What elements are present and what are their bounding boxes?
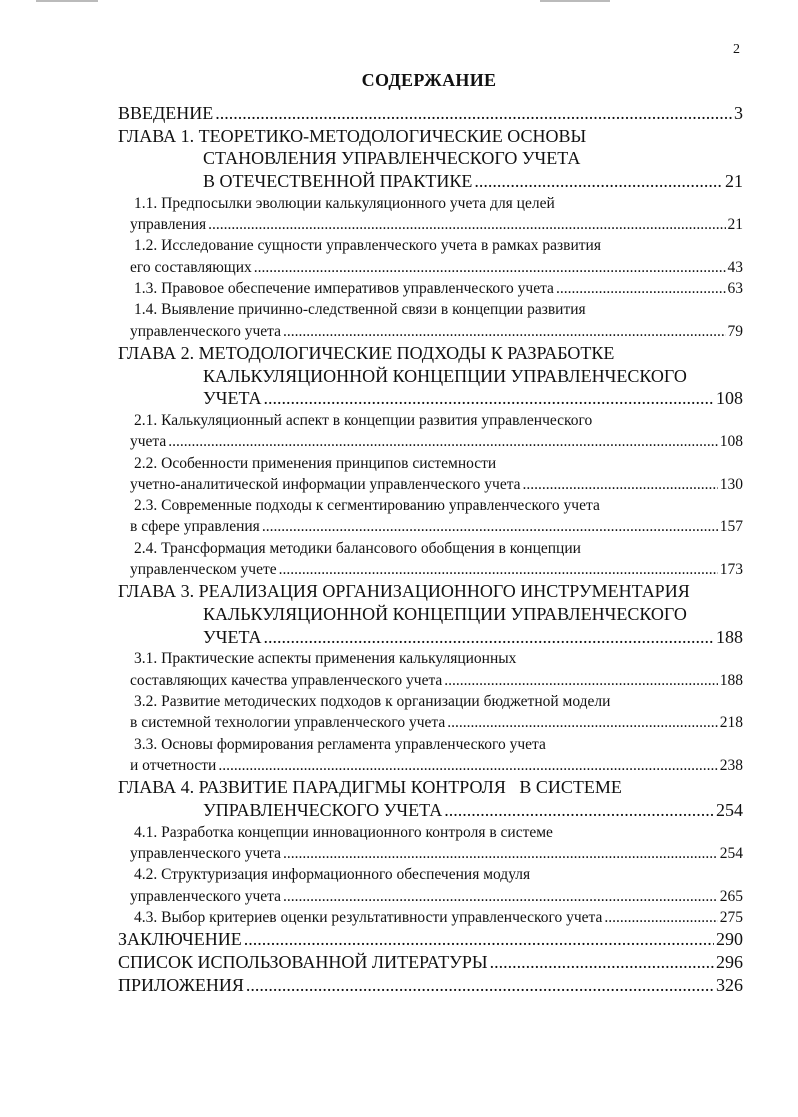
toc-entry-section-4-3[interactable]	[118, 907, 743, 928]
entry-page: 254	[716, 799, 743, 820]
dot-leader	[444, 670, 717, 691]
toc-entry-section-1-2[interactable]	[118, 235, 743, 278]
dot-leader	[604, 907, 717, 928]
entry-page: 254	[719, 844, 743, 862]
entry-text: 4.3. Выбор критериев оценки результативности управленческого учета	[134, 908, 603, 926]
table-of-contents	[118, 102, 743, 996]
entry-page: 218	[719, 714, 743, 732]
entry-page: 188	[716, 626, 743, 647]
dot-leader	[279, 559, 718, 580]
entry-text: В ОТЕЧЕСТВЕННОЙ ПРАКТИКЕ	[203, 171, 473, 192]
toc-entry-section-2-3[interactable]	[118, 495, 743, 538]
dot-leader	[218, 755, 717, 776]
entry-text: КАЛЬКУЛЯЦИОННОЙ КОНЦЕПЦИИ УПРАВЛЕНЧЕСКОГО	[203, 604, 687, 625]
toc-entry-section-3-1[interactable]	[118, 648, 743, 691]
entry-text: его составляющих	[130, 258, 252, 276]
dot-leader	[215, 102, 732, 125]
page-number: 2	[733, 42, 740, 57]
entry-text: управленческого учета	[130, 887, 281, 905]
entry-text: 1.4. Выявление причинно-следственной связи в концепции развития	[134, 301, 586, 319]
entry-page: 130	[719, 475, 743, 493]
entry-page: 43	[727, 258, 743, 276]
toc-entry-section-2-4[interactable]	[118, 538, 743, 581]
dot-leader	[283, 843, 718, 864]
entry-text: 4.2. Структуризация информационного обеспечения модуля	[134, 866, 531, 884]
entry-page: 21	[727, 216, 743, 234]
entry-text: 2.4. Трансформация методики балансового обобщения в концепции	[134, 539, 581, 557]
entry-text: ПРИЛОЖЕНИЯ	[118, 974, 244, 995]
dot-leader	[556, 278, 726, 299]
entry-page: 275	[719, 908, 743, 926]
dot-leader	[474, 170, 723, 193]
toc-entry-section-2-2[interactable]	[118, 453, 743, 496]
entry-text: СТАНОВЛЕНИЯ УПРАВЛЕНЧЕСКОГО УЧЕТА	[203, 148, 581, 169]
toc-title: СОДЕРЖАНИЕ	[361, 70, 497, 90]
entry-page: 173	[719, 561, 743, 579]
dot-leader	[246, 974, 714, 997]
dot-leader	[262, 516, 718, 537]
entry-text: 1.2. Исследование сущности управленческого учета в рамках развития	[134, 237, 601, 255]
toc-entry-chapter-4[interactable]	[118, 776, 743, 821]
entry-text: в системной технологии управленческого учета	[130, 714, 446, 732]
dot-leader	[283, 886, 718, 907]
toc-entry-section-4-2[interactable]	[118, 864, 743, 907]
entry-page: 265	[719, 887, 743, 905]
dot-leader	[447, 712, 717, 733]
entry-page: 79	[727, 322, 743, 340]
entry-page: 157	[719, 518, 743, 536]
entry-text: ЗАКЛЮЧЕНИЕ	[118, 929, 242, 950]
scan-mark-right	[540, 0, 610, 2]
toc-entry-section-1-3[interactable]	[118, 278, 743, 299]
entry-text: 2.1. Калькуляционный аспект в концепции развития управленческого	[134, 412, 593, 429]
entry-text: ВВЕДЕНИЕ	[118, 103, 214, 123]
entry-page: 326	[716, 974, 743, 995]
toc-entry-conclusion[interactable]	[118, 928, 743, 951]
dot-leader	[168, 431, 717, 452]
entry-page: 21	[725, 171, 743, 192]
entry-text: 3.2. Развитие методических подходов к организации бюджетной модели	[134, 693, 611, 711]
entry-text: учетно-аналитической информации управленческого учета	[130, 475, 521, 493]
dot-leader	[208, 214, 725, 235]
dot-leader	[523, 474, 718, 495]
entry-page: 290	[716, 929, 743, 950]
entry-text: и отчетности	[130, 756, 217, 774]
toc-entry-chapter-1[interactable]	[118, 125, 743, 193]
entry-page: 3	[734, 103, 743, 123]
entry-text: ГЛАВА 3. РЕАЛИЗАЦИЯ ОРГАНИЗАЦИОННОГО ИНСТРУМЕНТАРИЯ	[118, 581, 690, 602]
entry-text: 2.3. Современные подходы к сегментированию управленческого учета	[134, 497, 600, 515]
toc-entry-introduction[interactable]	[118, 102, 743, 125]
scan-mark-left	[36, 0, 98, 2]
entry-text: 2.2. Особенности применения принципов системности	[134, 454, 497, 472]
entry-page: 108	[716, 388, 743, 409]
entry-text: ГЛАВА 1. ТЕОРЕТИКО-МЕТОДОЛОГИЧЕСКИЕ ОСНОВЫ	[118, 125, 587, 146]
toc-entry-bibliography[interactable]	[118, 951, 743, 974]
dot-leader	[254, 257, 726, 278]
dot-leader	[264, 626, 714, 649]
dot-leader	[444, 799, 714, 822]
entry-text: управленческом учете	[130, 561, 277, 579]
entry-text: КАЛЬКУЛЯЦИОННОЙ КОНЦЕПЦИИ УПРАВЛЕНЧЕСКОГО	[203, 365, 687, 386]
entry-text: 1.3. Правовое обеспечение императивов управленческого учета	[134, 280, 554, 297]
entry-text: УЧЕТА	[203, 388, 262, 409]
entry-text: УПРАВЛЕНЧЕСКОГО УЧЕТА	[203, 799, 443, 820]
entry-text: управления	[130, 216, 207, 234]
entry-text: ГЛАВА 4. РАЗВИТИЕ ПАРАДИГМЫ КОНТРОЛЯ В СИСТЕМЕ	[118, 777, 622, 798]
dot-leader	[244, 928, 714, 951]
entry-text: СПИСОК ИСПОЛЬЗОВАННОЙ ЛИТЕРАТУРЫ	[118, 951, 488, 972]
dot-leader	[283, 321, 726, 342]
entry-text: составляющих качества управленческого учета	[130, 671, 443, 689]
entry-page: 63	[727, 280, 743, 297]
entry-text: 1.1. Предпосылки эволюции калькуляционного учета для целей	[134, 194, 555, 212]
entry-text: УЧЕТА	[203, 626, 262, 647]
entry-page: 238	[719, 756, 743, 774]
toc-entry-section-1-4[interactable]	[118, 299, 743, 342]
toc-entry-chapter-3[interactable]	[118, 580, 743, 648]
toc-entry-section-1-1[interactable]	[118, 193, 743, 236]
toc-entry-section-2-1[interactable]	[118, 410, 743, 453]
dot-leader	[264, 387, 714, 410]
entry-text: управленческого учета	[130, 844, 281, 862]
entry-text: 3.3. Основы формирования регламента управленческого учета	[134, 735, 546, 753]
toc-entry-chapter-2[interactable]	[118, 342, 743, 410]
entry-page: 108	[719, 433, 743, 451]
entry-text: управленческого учета	[130, 322, 281, 340]
toc-entry-section-3-2[interactable]	[118, 691, 743, 734]
dot-leader	[490, 951, 714, 974]
entry-text: учета	[130, 433, 167, 451]
toc-entry-section-3-3[interactable]	[118, 734, 743, 777]
entry-text: в сфере управления	[130, 518, 260, 536]
entry-text: 4.1. Разработка концепции инновационного контроля в системе	[134, 823, 553, 841]
entry-page: 296	[716, 951, 743, 972]
toc-entry-appendices[interactable]	[118, 974, 743, 997]
entry-text: ГЛАВА 2. МЕТОДОЛОГИЧЕСКИЕ ПОДХОДЫ К РАЗРАБОТКЕ	[118, 342, 615, 363]
entry-page: 188	[719, 671, 743, 689]
toc-entry-section-4-1[interactable]	[118, 822, 743, 865]
entry-text: 3.1. Практические аспекты применения калькуляционных	[134, 650, 517, 668]
